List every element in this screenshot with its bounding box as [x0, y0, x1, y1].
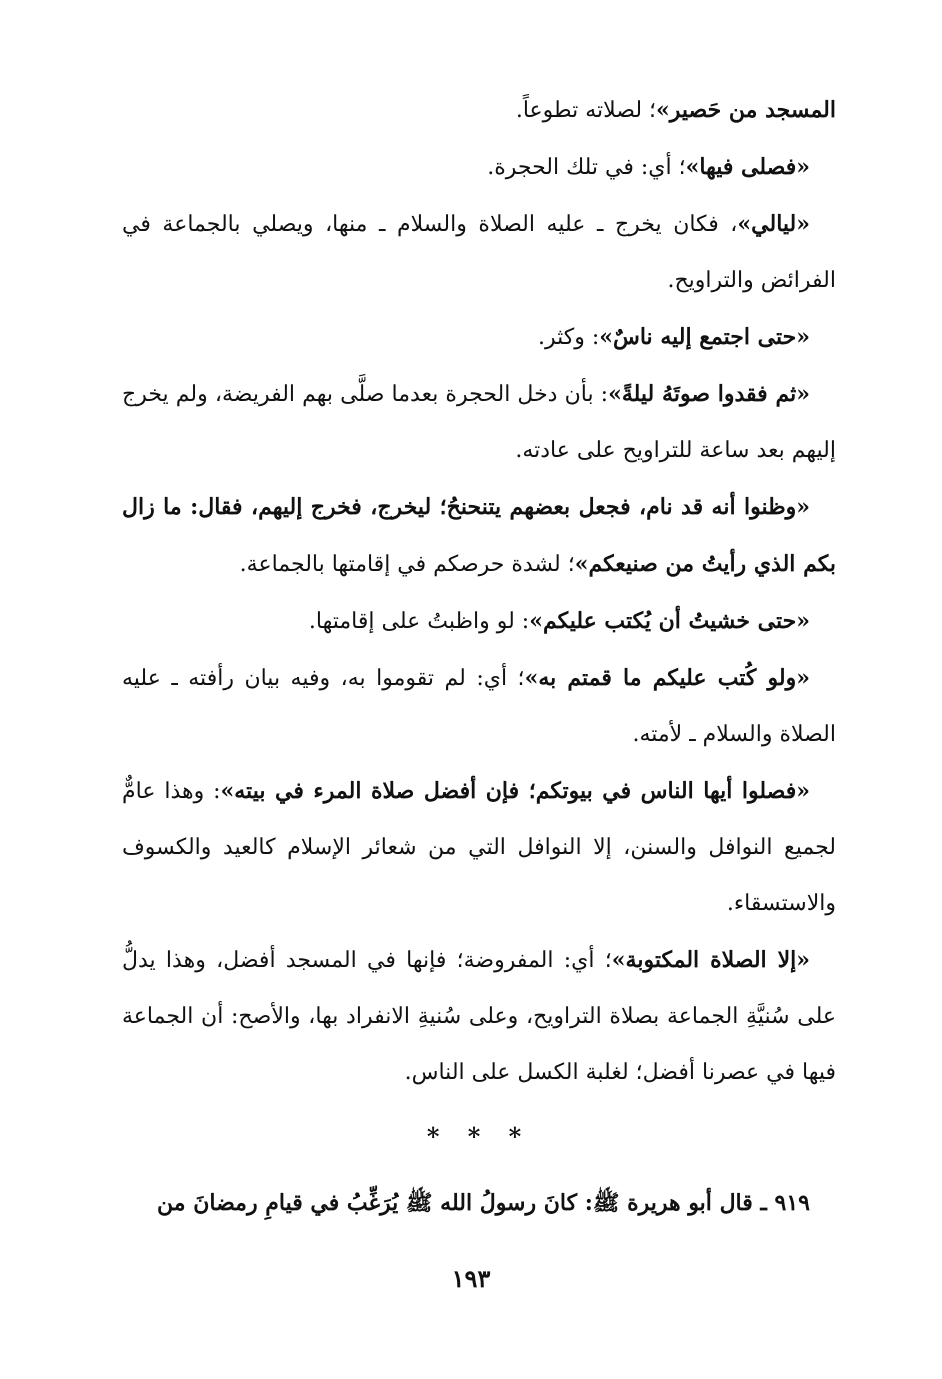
commentary-text: : وهذا عامٌّ لجميع النوافل والسنن، إلا النوافل التي من شعائر الإسلام كالعيد والكسوف والاستسقاء.	[122, 779, 836, 916]
commentary-text: ، فكان يخرج ـ عليه الصلاة والسلام ـ منها، ويصلي بالجماعة في الفرائض والتراويح.	[122, 212, 836, 293]
quoted-text: «ثم فقدوا صوتَهُ ليلةً»	[608, 381, 810, 407]
paragraph-2	[122, 139, 836, 196]
paragraph-9	[122, 763, 836, 932]
commentary-text: ؛ أي: المفروضة؛ فإنها في المسجد أفضل، وهذا يدلُّ على سُنيَّةِ الجماعة بصلاة التراويح، وعلى سُنيةِ الانفراد بها، والأصح: أن الجماعة فيها في عصرنا أفضل؛ لغلبة الكسل على الناس.	[122, 948, 836, 1085]
paragraph-3	[122, 196, 836, 309]
paragraph-4	[122, 309, 836, 366]
paragraph-1	[122, 82, 836, 139]
quoted-text: «ولو كُتب عليكم ما قمتم به»	[524, 665, 811, 691]
quoted-text: «فصلى فيها»	[685, 154, 810, 180]
quoted-text: «إلا الصلاة المكتوبة»	[611, 947, 810, 973]
commentary-text: : وكثر.	[537, 325, 600, 350]
commentary-text: : لو واظبتُ على إقامتها.	[308, 609, 530, 634]
commentary-text: : بأن دخل الحجرة بعدما صلَّى بهم الفريضة، ولم يخرج إليهم بعد ساعة للتراويح على عادته.	[122, 382, 836, 463]
commentary-text: ؛ أي: في تلك الحجرة.	[487, 155, 686, 180]
paragraph-8	[122, 650, 836, 763]
commentary-text: ؛ لصلاته تطوعاً.	[515, 98, 657, 123]
hadith-heading: ٩١٩ ـ قال أبو هريرة ﷺ: كانَ رسولُ الله ﷺ يُرَغِّبُ في قيامِ رمضانَ من	[157, 1190, 810, 1216]
quoted-text: «ليالي»	[737, 211, 810, 237]
paragraph-7	[122, 593, 836, 650]
commentary-text: ؛ أي: لم تقوموا به، وفيه بيان رأفته ـ عليه الصلاة والسلام ـ لأمته.	[122, 666, 836, 747]
paragraph-10	[122, 932, 836, 1101]
page-number: ١٩٣	[451, 1264, 491, 1293]
quoted-text: «حتى اجتمع إليه ناسٌ»	[599, 324, 810, 350]
paragraph-6	[122, 479, 836, 593]
page-body	[122, 82, 836, 1231]
commentary-text: ؛ لشدة حرصكم في إقامتها بالجماعة.	[239, 552, 575, 577]
quoted-text: المسجد من حَصير»	[656, 97, 836, 123]
quoted-text: «حتى خشيتُ أن يُكتب عليكم»	[529, 608, 810, 634]
quoted-text: «فصلوا أيها الناس في بيوتكم؛ فإن أفضل صلاة المرء في بيته»	[220, 778, 810, 804]
paragraph-5	[122, 366, 836, 479]
quoted-text: «وظنوا أنه قد نام، فجعل بعضهم يتنحنحُ؛ ليخرج، فخرج إليهم، فقال: ما زال بكم الذي رأيتُ من صنيعكم»	[122, 494, 836, 577]
section-separator: * * *	[426, 1122, 532, 1151]
